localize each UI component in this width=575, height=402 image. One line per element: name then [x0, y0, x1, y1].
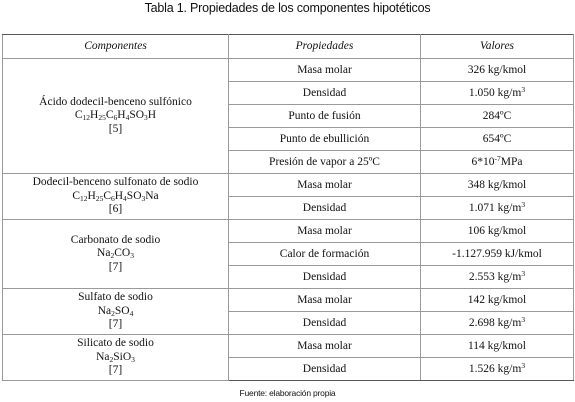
formula-subscript: 6 — [113, 113, 118, 123]
header-properties: Propiedades — [229, 35, 421, 59]
source-note: Fuente: elaboración propia — [239, 388, 336, 398]
component-name: Sulfato de sodio — [78, 291, 153, 304]
formula-element: Na — [145, 189, 159, 202]
property-cell: Punto de fusión — [229, 105, 421, 128]
formula-subscript: 3 — [131, 354, 135, 364]
property-cell: Punto de ebullición — [229, 128, 421, 151]
property-cell: Densidad — [229, 312, 421, 335]
value-text: 2.698 kg/m — [468, 316, 522, 329]
formula-element: C — [72, 189, 80, 202]
value-cell — [421, 197, 574, 220]
formula-subscript: 12 — [82, 113, 91, 123]
formula-subscript: 3 — [144, 113, 148, 123]
formula-element: CO — [114, 247, 131, 260]
component-formula — [6, 190, 225, 204]
value-superscript: 3 — [521, 314, 526, 324]
value-cell — [421, 312, 574, 335]
formula-element: H — [87, 189, 96, 202]
table-row — [3, 174, 574, 197]
formula-subscript: 12 — [80, 193, 88, 203]
formula-element: H — [90, 109, 99, 122]
component-cell — [3, 220, 229, 289]
formula-element: SO — [129, 109, 145, 122]
formula-subscript: 4 — [125, 113, 130, 123]
property-cell: Densidad — [229, 266, 421, 289]
formula-subscript: 3 — [130, 251, 134, 261]
table-body — [3, 59, 574, 381]
property-cell: Masa molar — [229, 59, 421, 82]
property-cell: Densidad — [229, 197, 421, 220]
value-cell — [421, 243, 574, 266]
component-cell — [3, 174, 229, 220]
value-text: 106 kg/kmol — [467, 224, 527, 237]
formula-subscript: 4 — [129, 308, 134, 318]
component-formula — [6, 247, 225, 261]
value-text: 142 kg/kmol — [467, 293, 527, 306]
component-cell — [3, 289, 229, 335]
value-superscript: 3 — [521, 84, 526, 94]
value-cell — [421, 59, 574, 82]
component-cell — [3, 335, 229, 381]
formula-element: C — [103, 189, 111, 202]
component-reference: [5] — [108, 122, 123, 135]
property-cell: Densidad — [229, 358, 421, 381]
formula-subscript: 2 — [111, 308, 115, 318]
table-row — [3, 335, 574, 358]
value-text: 2.553 kg/m — [468, 270, 522, 283]
formula-element: H — [117, 109, 126, 122]
formula-subscript: 3 — [141, 193, 146, 203]
component-cell — [3, 59, 229, 174]
header-components: Componentes — [3, 35, 229, 59]
formula-element: SO — [126, 189, 142, 202]
formula-element: Na — [96, 350, 110, 363]
formula-subscript: 6 — [110, 193, 115, 203]
component-reference: [7] — [108, 364, 123, 377]
value-text: 6*10 — [471, 155, 495, 168]
value-cell — [421, 128, 574, 151]
table-row — [3, 220, 574, 243]
header-row — [3, 35, 574, 59]
value-cell — [421, 82, 574, 105]
formula-subscript: 2 — [110, 251, 115, 261]
value-text: 1.071 kg/m — [468, 201, 522, 214]
value-superscript: 3 — [521, 199, 526, 209]
component-name: Ácido dodecil-benceno sulfónico — [39, 95, 192, 108]
formula-element: Na — [97, 304, 112, 317]
property-cell: Masa molar — [229, 220, 421, 243]
formula-subscript: 25 — [98, 113, 106, 123]
property-cell: Masa molar — [229, 335, 421, 358]
formula-element: Na — [97, 247, 111, 260]
formula-subscript: 4 — [123, 193, 127, 203]
value-superscript: -7 — [494, 153, 501, 163]
formula-element: H — [147, 109, 157, 122]
component-name: Dodecil-benceno sulfonato de sodio — [32, 176, 199, 189]
value-cell — [421, 358, 574, 381]
value-unit: MPa — [500, 155, 523, 168]
property-cell: Masa molar — [229, 174, 421, 197]
component-reference: [7] — [108, 260, 123, 273]
value-cell — [421, 335, 574, 358]
value-cell — [421, 266, 574, 289]
component-name: Silicato de sodio — [77, 337, 154, 350]
component-formula — [6, 305, 225, 319]
value-cell — [421, 151, 574, 174]
value-superscript: 3 — [521, 360, 526, 370]
component-name: Carbonato de sodio — [70, 233, 161, 246]
property-cell: Presión de vapor a 25ºC — [229, 151, 421, 174]
value-text: 284ºC — [482, 109, 512, 122]
component-reference: [6] — [108, 203, 123, 216]
table-row — [3, 59, 574, 82]
component-formula — [6, 109, 225, 123]
header-values: Valores — [421, 35, 574, 59]
value-text: 326 kg/kmol — [467, 63, 527, 76]
value-text: 654ºC — [482, 132, 512, 145]
properties-table — [2, 34, 574, 381]
value-cell — [421, 174, 574, 197]
value-text: 1.526 kg/m — [468, 362, 522, 375]
value-cell — [421, 220, 574, 243]
property-cell: Densidad — [229, 82, 421, 105]
value-text: -1.127.959 kJ/kmol — [452, 247, 542, 260]
value-text: 348 kg/kmol — [467, 178, 527, 191]
value-cell — [421, 105, 574, 128]
formula-element: C — [74, 109, 83, 122]
component-formula — [6, 351, 225, 365]
table-caption: Tabla 1. Propiedades de los componentes hipotéticos — [144, 1, 431, 15]
formula-element: C — [105, 109, 114, 122]
value-cell — [421, 289, 574, 312]
value-text: 114 kg/kmol — [467, 339, 527, 352]
formula-subscript: 25 — [95, 193, 104, 203]
formula-subscript: 2 — [109, 354, 114, 364]
table-row — [3, 289, 574, 312]
property-cell: Masa molar — [229, 289, 421, 312]
property-cell: Calor de formación — [229, 243, 421, 266]
formula-element: SO — [114, 304, 130, 317]
value-superscript: 3 — [521, 268, 526, 278]
formula-element: H — [114, 189, 124, 202]
value-text: 1.050 kg/m — [468, 86, 522, 99]
component-reference: [7] — [108, 318, 123, 331]
formula-element: SiO — [113, 350, 132, 363]
